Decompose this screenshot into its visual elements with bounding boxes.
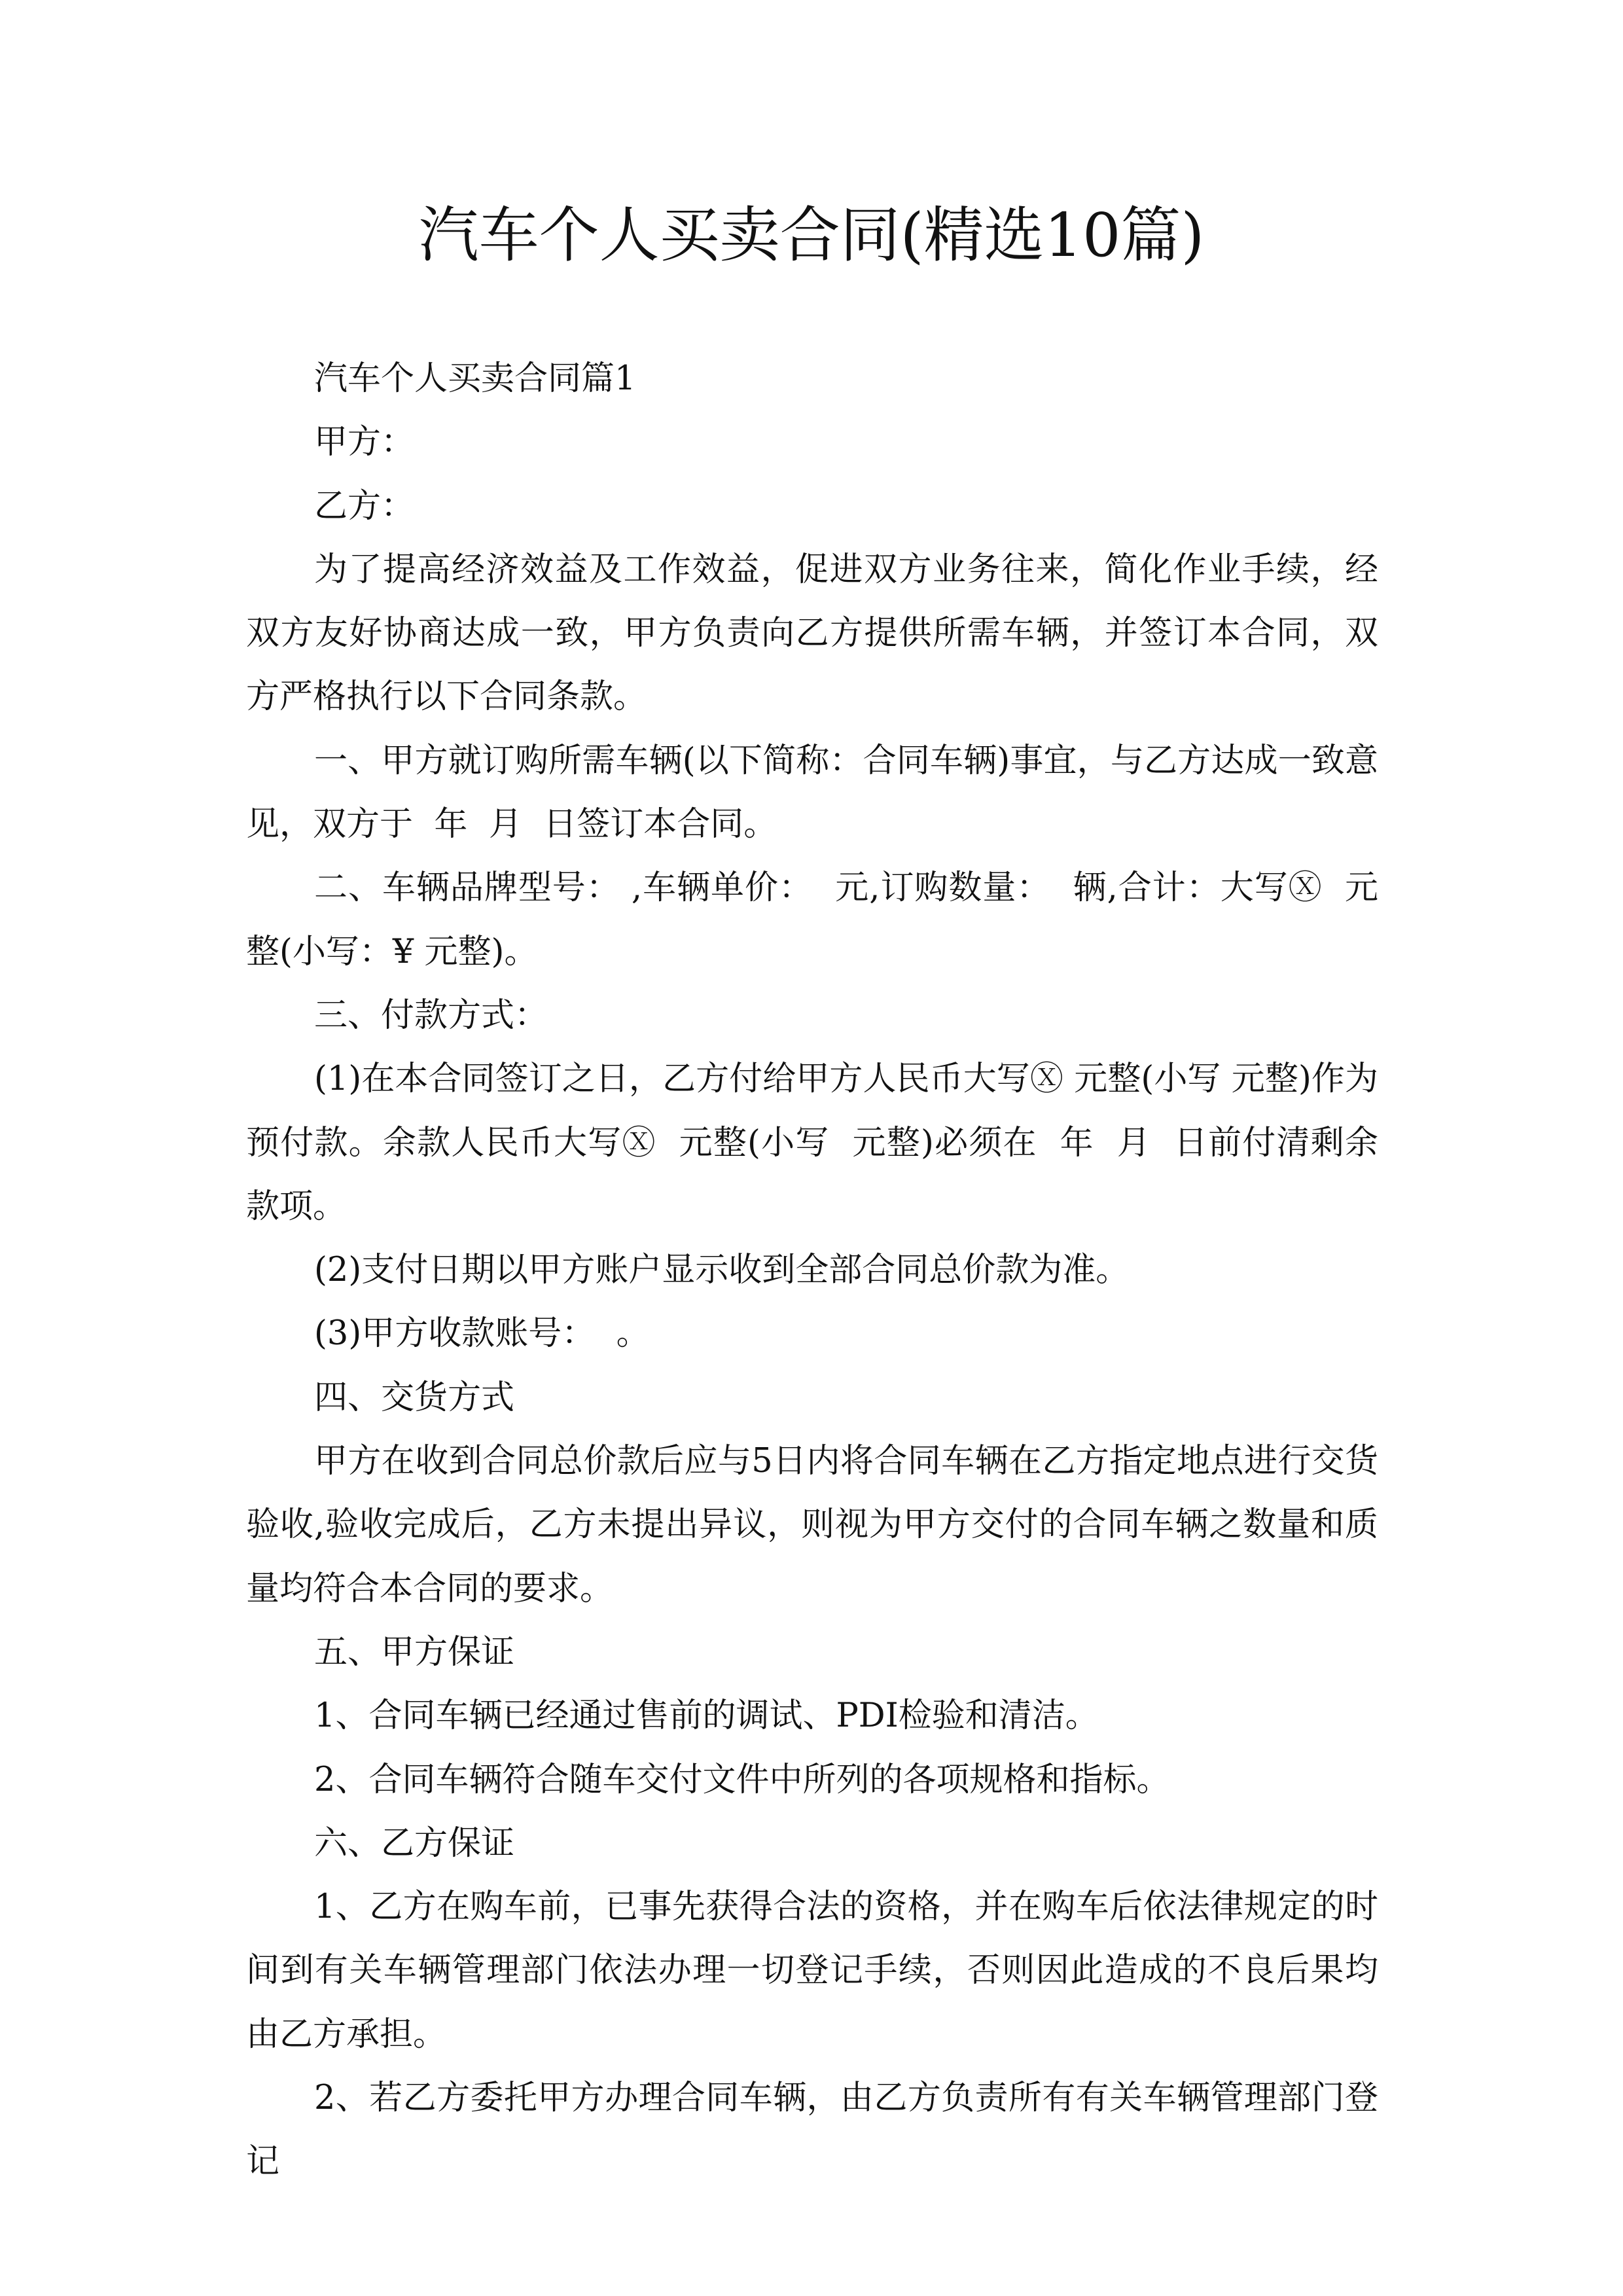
party-a-line: 甲方：: [314, 423, 415, 462]
clause-4-heading: 四、交货方式: [314, 1378, 515, 1417]
paragraph: (1)在本合同签订之日，乙方付给甲方人民币大写Ⓧ 元整(小写 元整)作为预付款。余款人民币大写Ⓧ 元整(小写 元整)必须在 年 月 日前付清剩余款项。: [246, 1060, 1378, 1226]
paragraph: 甲方在收到合同总价款后应与5日内将合同车辆在乙方指定地点进行交货验收,验收完成后，乙方未提出异议，则视为甲方交付的合同车辆之数量和质量均符合本合同的要求。: [246, 1442, 1378, 1608]
paragraph: (2)支付日期以甲方账户显示收到全部合同总价款为准。: [314, 1251, 1130, 1290]
party-b-line: 乙方：: [314, 486, 415, 526]
clause-5-heading: 五、甲方保证: [314, 1632, 515, 1672]
section-heading: 汽车个人买卖合同篇1: [314, 359, 636, 398]
clause-2: 二、车辆品牌型号： ,车辆单价： 元,订购数量： 辆,合计：大写Ⓧ 元整(小写：¥ 元整)。: [246, 869, 1378, 971]
paragraph: 1、合同车辆已经通过售前的调试、PDI检验和清洁。: [314, 1696, 1099, 1736]
document-title: 汽车个人买卖合同(精选10篇): [418, 200, 1205, 270]
paragraph: 2、若乙方委托甲方办理合同车辆，由乙方负责所有有关车辆管理部门登记: [246, 2079, 1378, 2181]
paragraph: 为了提高经济效益及工作效益，促进双方业务往来，简化作业手续，经双方友好协商达成一致，甲方负责向乙方提供所需车辆，并签订本合同，双方严格执行以下合同条款。: [246, 550, 1378, 717]
paragraph: 2、合同车辆符合随车交付文件中所列的各项规格和指标。: [314, 1760, 1170, 1799]
paragraph: 1、乙方在购车前，已事先获得合法的资格，并在购车后依法律规定的时间到有关车辆管理部门依法办理一切登记手续，否则因此造成的不良后果均由乙方承担。: [246, 1888, 1378, 2054]
paragraph: (3)甲方收款账号： 。: [314, 1314, 650, 1354]
clause-1: 一、甲方就订购所需车辆(以下简称：合同车辆)事宜，与乙方达成一致意见，双方于 年 月 日签订本合同。: [246, 741, 1378, 844]
clause-6-heading: 六、乙方保证: [314, 1823, 515, 1863]
clause-3-heading: 三、付款方式：: [314, 996, 548, 1035]
document-body: [246, 347, 1378, 2194]
